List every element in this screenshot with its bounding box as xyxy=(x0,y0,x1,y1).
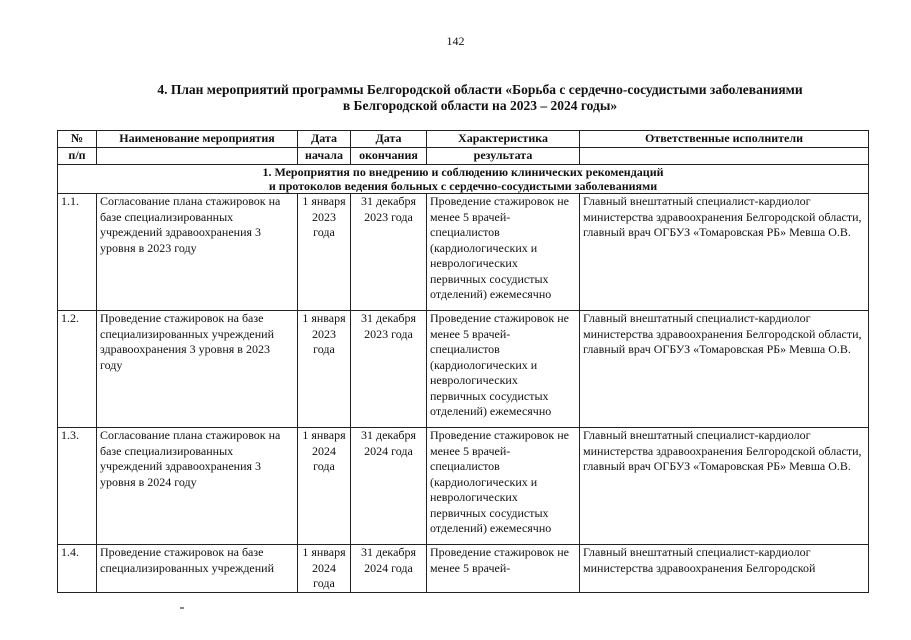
row-end-date xyxy=(351,311,427,428)
header-responsible: Ответственные исполнители xyxy=(580,131,869,148)
header-responsible-sub xyxy=(580,148,869,165)
row-start-date xyxy=(298,194,351,311)
row-end-date-day: 31 декабря xyxy=(360,311,417,325)
row-activity-name: Согласование плана стажировок на базе специализированных учреждений здравоохранения 3 уровня в 2023 году xyxy=(97,194,298,311)
row-start-date-year: 2023 года xyxy=(312,209,336,239)
table-row xyxy=(58,428,869,545)
header-end-date: Дата xyxy=(351,131,427,148)
row-result: Проведение стажировок не менее 5 врачей-специалистов (кардиологических и неврологических первичных сосудистых отделений) ежемесячно xyxy=(427,194,580,311)
header-name-sub xyxy=(97,148,298,165)
header-start-date-sub: начала xyxy=(298,148,351,165)
title-line-2: в Белгородской области на 2023 – 2024 годы» xyxy=(342,98,618,113)
row-start-date-year: 2024 года xyxy=(312,560,336,590)
row-start-date-day: 1 января xyxy=(302,311,346,325)
section-heading xyxy=(58,165,869,194)
title-line-1: 4. План мероприятий программы Белгородской области «Борьба с сердечно-сосудистыми заболеваниями xyxy=(157,82,803,97)
row-end-date-day: 31 декабря xyxy=(360,194,417,208)
row-end-date-year: 2023 года xyxy=(364,209,413,224)
row-start-date xyxy=(298,428,351,545)
action-plan-table xyxy=(57,130,869,593)
row-number: 1.4. xyxy=(58,545,97,593)
row-end-date xyxy=(351,194,427,311)
row-result: Проведение стажировок не менее 5 врачей-специалистов (кардиологических и неврологических первичных сосудистых отделений) ежемесячно xyxy=(427,428,580,545)
row-start-date xyxy=(298,311,351,428)
row-activity-name: Проведение стажировок на базе специализированных учреждений здравоохранения 3 уровня в 2023 году xyxy=(97,311,298,428)
row-end-date-year: 2023 года xyxy=(364,326,413,341)
row-activity-name: Проведение стажировок на базе специализированных учреждений xyxy=(97,545,298,593)
section-heading-line-1: 1. Мероприятия по внедрению и соблюдению клинических рекомендаций xyxy=(262,165,664,179)
row-start-date-day: 1 января xyxy=(302,545,346,559)
section-row xyxy=(58,165,869,194)
row-start-date-year: 2023 года xyxy=(312,326,336,356)
row-end-date-day: 31 декабря xyxy=(360,428,417,442)
row-end-date-year: 2024 года xyxy=(364,560,413,575)
header-result: Характеристика xyxy=(427,131,580,148)
row-activity-name: Согласование плана стажировок на базе специализированных учреждений здравоохранения 3 уровня в 2024 году xyxy=(97,428,298,545)
table-row xyxy=(58,545,869,593)
document-title xyxy=(120,82,840,114)
header-result-sub: результата xyxy=(427,148,580,165)
header-num-sub: п/п xyxy=(58,148,97,165)
row-result: Проведение стажировок не менее 5 врачей- xyxy=(427,545,580,593)
header-name: Наименование мероприятия xyxy=(97,131,298,148)
header-row-bottom xyxy=(58,148,869,165)
row-responsible: Главный внештатный специалист-кардиолог министерства здравоохранения Белгородской области, главный врач ОГБУЗ «Томаровская РБ» Мевша О.В. xyxy=(580,194,869,311)
row-end-date-day: 31 декабря xyxy=(360,545,417,559)
scan-speck xyxy=(180,607,184,609)
row-end-date-year: 2024 года xyxy=(364,443,413,458)
row-responsible: Главный внештатный специалист-кардиолог министерства здравоохранения Белгородской xyxy=(580,545,869,593)
header-row-top xyxy=(58,131,869,148)
row-responsible: Главный внештатный специалист-кардиолог министерства здравоохранения Белгородской области, главный врач ОГБУЗ «Томаровская РБ» Мевша О.В. xyxy=(580,428,869,545)
row-start-date-day: 1 января xyxy=(302,428,346,442)
row-end-date xyxy=(351,428,427,545)
row-start-date xyxy=(298,545,351,593)
page-number: 142 xyxy=(446,34,465,48)
row-number: 1.1. xyxy=(58,194,97,311)
header-start-date: Дата xyxy=(298,131,351,148)
row-end-date xyxy=(351,545,427,593)
row-number: 1.3. xyxy=(58,428,97,545)
header-num: № xyxy=(58,131,97,148)
row-number: 1.2. xyxy=(58,311,97,428)
row-start-date-day: 1 января xyxy=(302,194,346,208)
section-heading-line-2: и протоколов ведения больных с сердечно-сосудистыми заболеваниями xyxy=(268,179,658,193)
row-result: Проведение стажировок не менее 5 врачей-специалистов (кардиологических и неврологических первичных сосудистых отделений) ежемесячно xyxy=(427,311,580,428)
header-end-date-sub: окончания xyxy=(351,148,427,165)
row-responsible: Главный внештатный специалист-кардиолог министерства здравоохранения Белгородской области, главный врач ОГБУЗ «Томаровская РБ» Мевша О.В. xyxy=(580,311,869,428)
table-row xyxy=(58,194,869,311)
table-row xyxy=(58,311,869,428)
row-start-date-year: 2024 года xyxy=(312,443,336,473)
